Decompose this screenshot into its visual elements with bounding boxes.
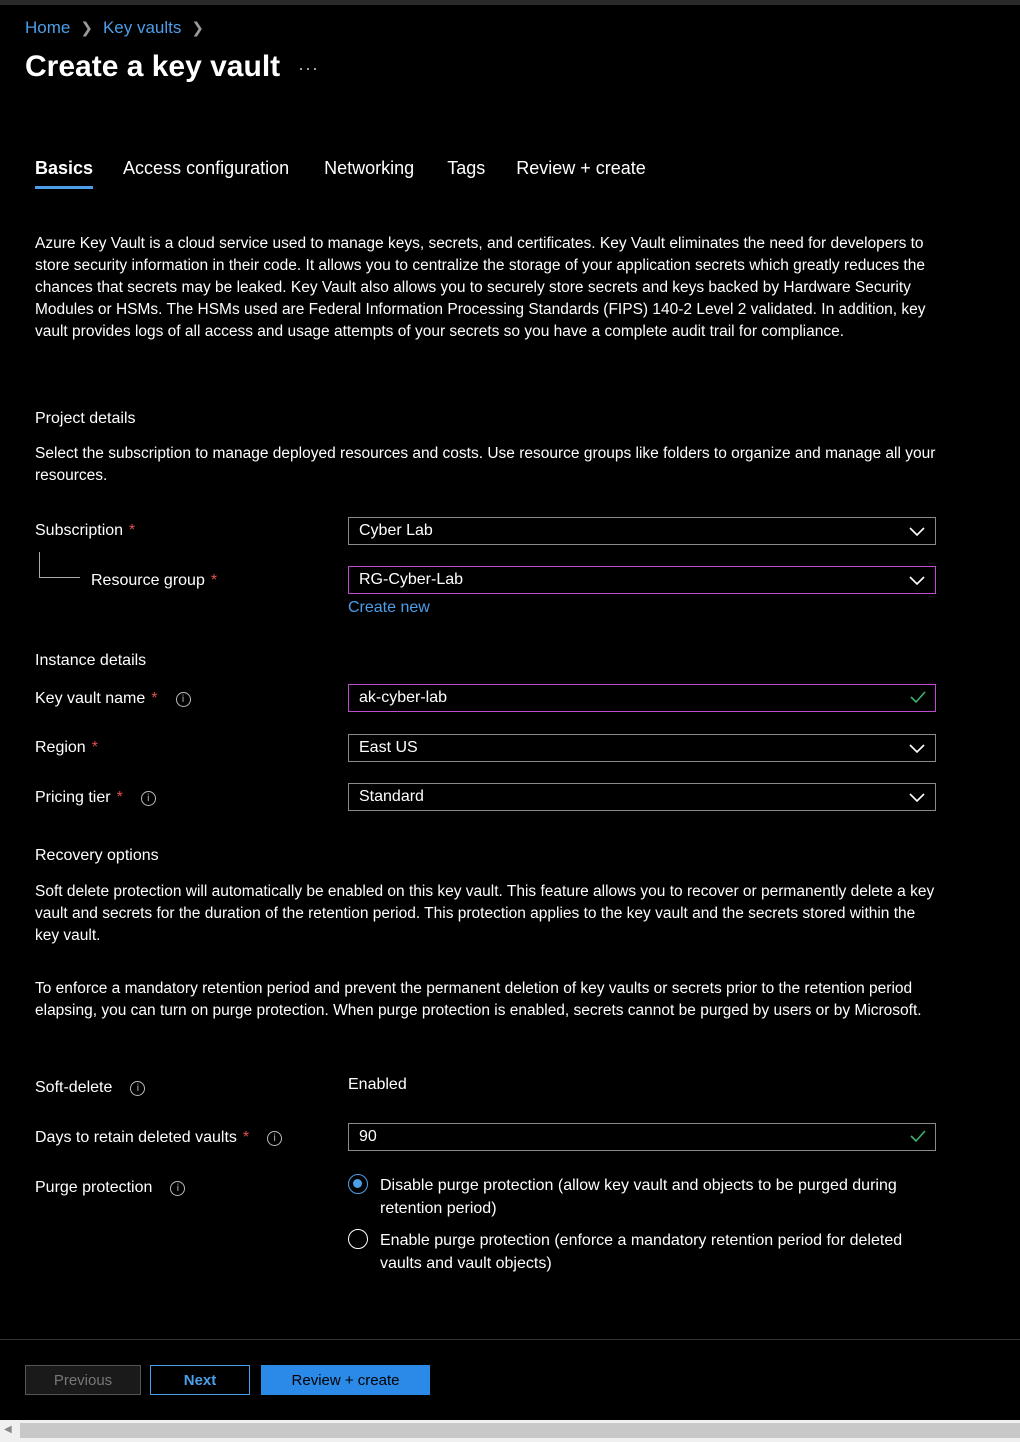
key-vault-name-input[interactable] <box>348 684 936 712</box>
recovery-options-heading: Recovery options <box>35 847 159 864</box>
required-marker: * <box>116 789 123 806</box>
tab-bar <box>35 158 646 187</box>
previous-button[interactable]: Previous <box>25 1365 141 1395</box>
info-icon[interactable]: i <box>170 1181 185 1196</box>
region-value: East US <box>359 739 418 756</box>
days-retain-value: 90 <box>359 1128 377 1145</box>
required-marker: * <box>242 1129 250 1146</box>
pricing-tier-label <box>35 789 156 807</box>
info-icon[interactable]: i <box>141 791 156 806</box>
tab-tags[interactable]: Tags <box>447 158 486 178</box>
required-marker: * <box>151 690 158 707</box>
chevron-down-icon <box>909 523 925 539</box>
chevron-right-icon: ❯ <box>191 20 204 37</box>
subscription-value: Cyber Lab <box>359 522 433 539</box>
key-vault-name-label-text: Key vault name <box>35 690 146 707</box>
chevron-down-icon <box>909 789 925 805</box>
soft-delete-value: Enabled <box>348 1076 407 1093</box>
info-icon[interactable]: i <box>176 692 191 707</box>
region-dropdown[interactable] <box>348 734 936 762</box>
subscription-label <box>35 522 135 540</box>
purge-protection-label <box>35 1179 185 1197</box>
review-create-button[interactable]: Review + create <box>261 1365 430 1395</box>
create-new-link[interactable]: Create new <box>348 599 430 616</box>
tab-basics[interactable]: Basics <box>35 158 93 187</box>
key-vault-name-value: ak-cyber-lab <box>359 689 448 706</box>
tab-review-create[interactable]: Review + create <box>516 158 646 178</box>
purge-disable-label: Disable purge protection (allow key vault and objects to be purged during retention period) <box>380 1177 897 1217</box>
days-retain-label-text: Days to retain deleted vaults <box>35 1129 237 1146</box>
chevron-down-icon <box>909 572 925 588</box>
instance-details-heading: Instance details <box>35 652 147 669</box>
tree-connector <box>39 552 80 578</box>
pricing-tier-dropdown[interactable] <box>348 783 936 811</box>
checkmark-icon <box>909 688 927 706</box>
tab-access-configuration[interactable]: Access configuration <box>123 158 290 178</box>
key-vault-name-label <box>35 690 191 708</box>
chevron-down-icon <box>909 740 925 756</box>
purge-enable-label: Enable purge protection (enforce a mandatory retention period for deleted vaults and vault objects) <box>380 1232 903 1272</box>
resource-group-label-text: Resource group <box>91 572 205 589</box>
more-options-button[interactable]: ··· <box>298 58 319 78</box>
project-details-heading: Project details <box>35 410 136 427</box>
breadcrumb-key-vaults[interactable]: Key vaults <box>102 18 182 37</box>
resource-group-value: RG-Cyber-Lab <box>359 571 464 588</box>
purge-disable-radio[interactable] <box>348 1174 368 1194</box>
recovery-description-1: Soft delete protection will automatically be enabled on this key vault. This feature allows you to recover or permanently delete a key vault and secrets for the duration of the retention period. This protection applies to the key vault and the secrets stored within the key vault. <box>35 883 935 944</box>
soft-delete-label-text: Soft-delete <box>35 1079 113 1096</box>
purge-enable-radio[interactable] <box>348 1229 368 1249</box>
pricing-tier-label-text: Pricing tier <box>35 789 111 806</box>
project-details-description: Select the subscription to manage deployed resources and costs. Use resource groups like folders to organize and manage all your resources. <box>35 445 936 484</box>
region-label-text: Region <box>35 739 86 756</box>
soft-delete-label <box>35 1079 145 1097</box>
scrollbar-thumb[interactable] <box>20 1423 1020 1438</box>
scroll-left-icon[interactable]: ◀ <box>4 1424 12 1435</box>
resource-group-label <box>91 572 217 590</box>
subscription-dropdown[interactable] <box>348 517 936 545</box>
intro-text: Azure Key Vault is a cloud service used to manage keys, secrets, and certificates. Key Vault eliminates the need for developers to store security information in their code. It allows you to centralize the storage of your application secrets which greatly reduces the chances that secrets may be leaked. Key Vault also allows you to securely store secrets and keys backed by Hardware Security Modules or HSMs. The HSMs used are Federal Information Processing Standards (FIPS) 140-2 Level 2 validated. In addition, key vault provides logs of all access and usage attempts of your secrets so you have a complete audit trail for compliance. <box>35 235 926 340</box>
purge-protection-label-text: Purge protection <box>35 1179 153 1196</box>
pricing-tier-value: Standard <box>359 788 424 805</box>
purge-disable-option[interactable] <box>348 1174 928 1220</box>
resource-group-dropdown[interactable] <box>348 566 936 594</box>
required-marker: * <box>129 522 136 539</box>
days-retain-input[interactable] <box>348 1123 936 1151</box>
info-icon[interactable]: i <box>267 1131 282 1146</box>
top-bar <box>0 0 1020 5</box>
next-button[interactable]: Next <box>150 1365 250 1395</box>
info-icon[interactable]: i <box>130 1081 145 1096</box>
horizontal-scrollbar[interactable] <box>0 1420 1020 1442</box>
tab-networking[interactable]: Networking <box>324 158 415 178</box>
breadcrumb-home[interactable]: Home <box>25 18 71 37</box>
days-retain-label <box>35 1129 282 1147</box>
purge-enable-option[interactable] <box>348 1229 928 1275</box>
breadcrumb <box>25 18 214 38</box>
subscription-label-text: Subscription <box>35 522 124 539</box>
required-marker: * <box>91 739 98 756</box>
recovery-description-2: To enforce a mandatory retention period and prevent the permanent deletion of key vaults or secrets prior to the retention period elapsing, you can turn on purge protection. When purge protection is enabled, secrets cannot be purged by users or by Microsoft. <box>35 980 922 1019</box>
footer-divider <box>0 1339 1020 1340</box>
chevron-right-icon: ❯ <box>80 20 93 37</box>
region-label <box>35 739 98 757</box>
page-title: Create a key vault <box>25 50 281 83</box>
required-marker: * <box>210 572 218 589</box>
checkmark-icon <box>909 1127 927 1145</box>
